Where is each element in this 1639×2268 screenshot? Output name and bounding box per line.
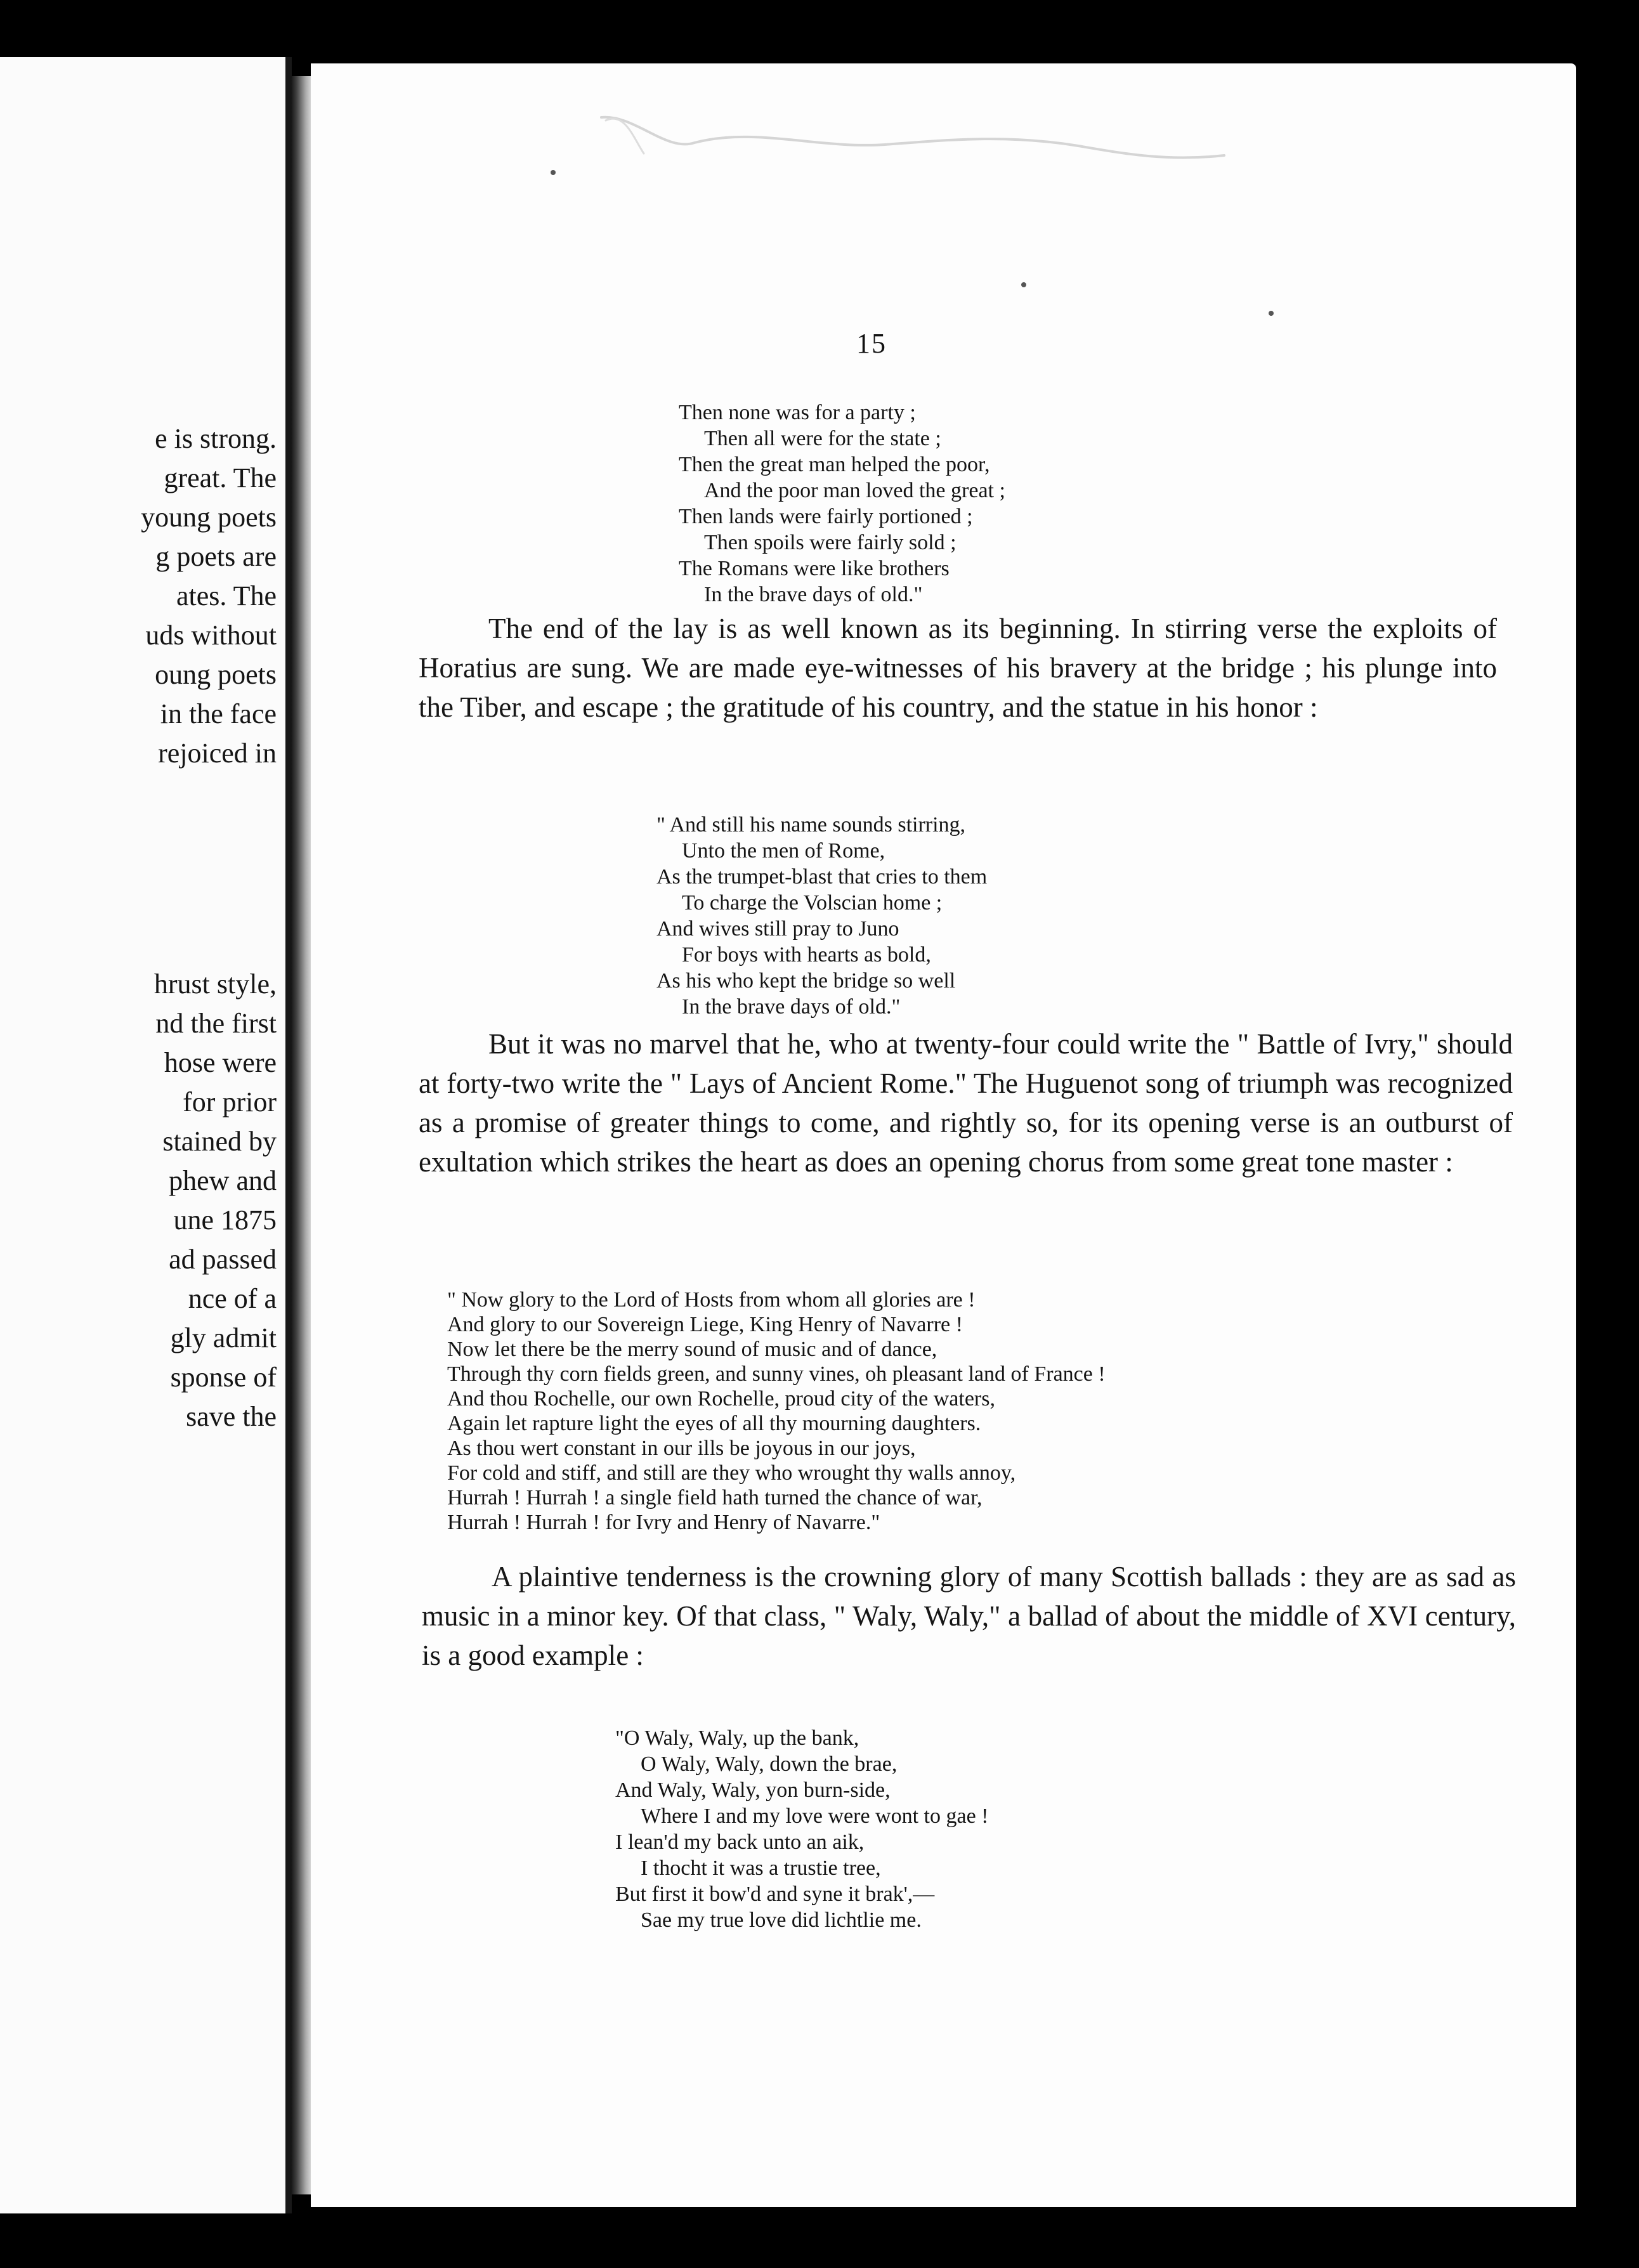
verse-line: Hurrah ! Hurrah ! for Ivry and Henry of Navarre." <box>447 1511 880 1534</box>
verse-line: I lean'd my back unto an aik, <box>615 1830 865 1854</box>
verse-line: " Now glory to the Lord of Hosts from whom all glories are ! <box>447 1288 976 1312</box>
paper-speck <box>551 170 556 175</box>
verse-line: I thocht it was a trustie tree, <box>641 1856 881 1880</box>
verse-line: Where I and my love were wont to gae ! <box>641 1804 989 1828</box>
left-page-text-fragment: save the <box>186 1401 277 1432</box>
verse-line: O Waly, Waly, down the brae, <box>641 1752 898 1776</box>
right-book-page <box>311 63 1576 2207</box>
verse-line: Then spoils were fairly sold ; <box>704 531 957 554</box>
verse-line: Then none was for a party ; <box>679 401 916 424</box>
paper-scratch-mark <box>596 95 1231 184</box>
left-page-text-fragment: une 1875 <box>173 1204 277 1235</box>
left-page-text-fragment: ates. The <box>176 580 277 611</box>
horatius-verse <box>656 812 987 1020</box>
verse-line: For cold and stiff, and still are they who wrought thy walls annoy, <box>447 1461 1016 1485</box>
verse-line: Sae my true love did lichtlie me. <box>641 1908 922 1932</box>
left-page-text-fragment: hrust style, <box>153 968 277 1000</box>
left-page-text-fragment: ad passed <box>169 1244 277 1275</box>
paper-speck <box>1269 311 1274 316</box>
battle-of-ivry-verse <box>447 1287 1106 1535</box>
left-page-text-fragment: nd the first <box>155 1008 277 1039</box>
paragraph-horatius: The end of the lay is as well known as its beginning. In stirring verse the exploits of Horatius are sung. We are made eye-witnesses of his bravery at the bridge ; his plunge into the Tiber, and escape ; the gratitude of his country, and the statue in his honor : <box>419 613 1497 723</box>
left-page-text-fragment: g poets are <box>155 541 277 572</box>
verse-line: "O Waly, Waly, up the bank, <box>615 1726 859 1750</box>
left-page-text-fragment: oung poets <box>155 659 277 690</box>
verse-line: Through thy corn fields green, and sunny vines, oh pleasant land of France ! <box>447 1362 1106 1386</box>
verse-line: The Romans were like brothers <box>679 557 950 580</box>
paper-speck <box>1021 282 1026 287</box>
verse-line: Then the great man helped the poor, <box>679 453 990 476</box>
left-page-text-fragment: great. The <box>164 462 277 493</box>
waly-waly-verse <box>615 1725 989 1933</box>
verse-line: Again let rapture light the eyes of all thy mourning daughters. <box>447 1412 981 1435</box>
verse-line: Then lands were fairly portioned ; <box>679 505 973 528</box>
verse-line: And Waly, Waly, yon burn-side, <box>615 1778 891 1802</box>
left-page-text-fragment: sponse of <box>170 1362 277 1393</box>
left-page-text-fragment: uds without <box>145 620 277 651</box>
left-page-edge <box>0 57 292 2213</box>
left-page-text-fragment: in the face <box>160 698 277 729</box>
left-page-text-fragment: gly admit <box>170 1322 277 1353</box>
verse-line: In the brave days of old." <box>682 995 901 1019</box>
verse-line: In the brave days of old." <box>704 583 923 606</box>
verse-line: But first it bow'd and syne it brak',— <box>615 1882 935 1906</box>
verse-line: For boys with hearts as bold, <box>682 943 931 967</box>
verse-line: And the poor man loved the great ; <box>704 479 1005 502</box>
verse-line: " And still his name sounds stirring, <box>656 813 966 837</box>
macaulay-verse-1 <box>679 400 1005 608</box>
verse-line: Unto the men of Rome, <box>682 839 885 863</box>
page-number: 15 <box>856 328 887 359</box>
left-page-text-fragment: rejoiced in <box>158 738 277 769</box>
paragraph-scottish-ballads: A plaintive tenderness is the crowning glory of many Scottish ballads : they are as sad as music in a minor key. Of that class, " Waly, Waly," a ballad of about the middle of XVI century, is a good example : <box>422 1561 1516 1671</box>
left-page-text-fragment: hose were <box>164 1047 277 1078</box>
verse-line: As the trumpet-blast that cries to them <box>656 865 988 889</box>
left-page-text-fragment: nce of a <box>188 1283 277 1314</box>
paragraph-ivry: But it was no marvel that he, who at twenty-four could write the " Battle of Ivry," should at forty-two write the " Lays of Ancient Rome." The Huguenot song of triumph was recognized as a promise of greater things to come, and rightly so, for its opening verse is an outburst of exultation which strikes the heart as does an opening chorus from some great tone master : <box>419 1028 1513 1178</box>
verse-line: As thou wert constant in our ills be joyous in our joys, <box>447 1437 916 1460</box>
left-page-text-fragment: for prior <box>183 1086 277 1118</box>
verse-line: Then all were for the state ; <box>704 427 941 450</box>
left-page-text-fragment: young poets <box>141 502 277 533</box>
verse-line: To charge the Volscian home ; <box>682 891 943 915</box>
verse-line: And glory to our Sovereign Liege, King Henry of Navarre ! <box>447 1313 963 1336</box>
left-page-text-fragment: phew and <box>169 1165 277 1196</box>
left-page-text-fragment: stained by <box>162 1126 277 1157</box>
verse-line: Now let there be the merry sound of music and of dance, <box>447 1338 937 1361</box>
verse-line: Hurrah ! Hurrah ! a single field hath turned the chance of war, <box>447 1486 983 1509</box>
verse-line: As his who kept the bridge so well <box>656 969 956 993</box>
left-page-text-fragment: e is strong. <box>155 423 277 454</box>
verse-line: And wives still pray to Juno <box>656 917 899 941</box>
verse-line: And thou Rochelle, our own Rochelle, proud city of the waters, <box>447 1387 995 1411</box>
